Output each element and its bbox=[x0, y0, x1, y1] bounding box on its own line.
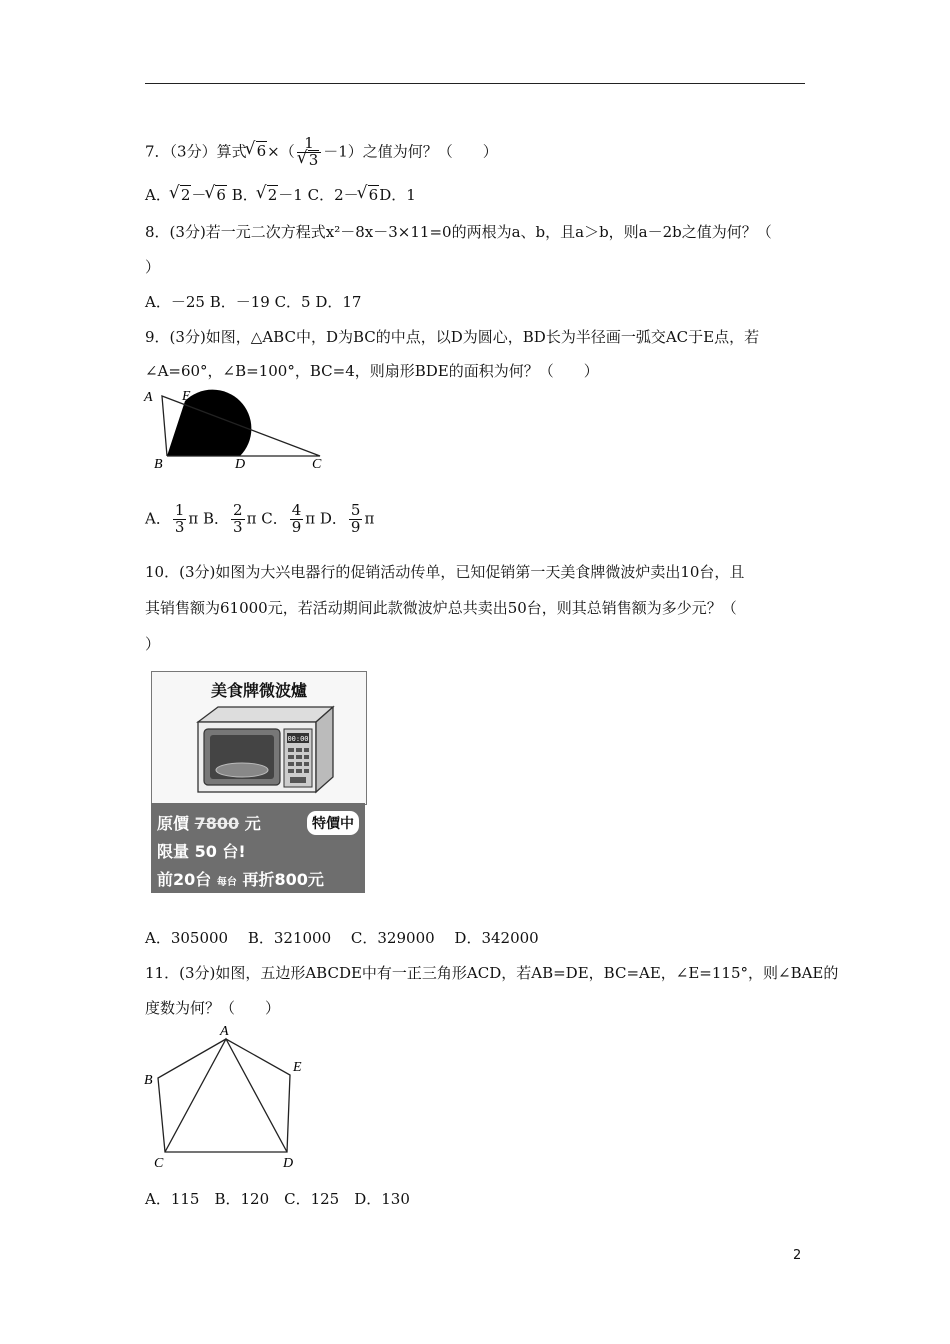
q9-frac-c: $\frac{4}{9}$ bbox=[291, 501, 302, 536]
q11-line2: 度数为何？（ ） bbox=[145, 999, 281, 1017]
q9-frac-b: $\frac{2}{3}$ bbox=[233, 501, 243, 536]
q9-pi: π bbox=[364, 509, 375, 528]
flyer-promo-b: 再折800元 bbox=[242, 870, 324, 889]
q9-line1: 9．(3分)如图，△ABC中，D为BC的中点，以D为圆心，BD长为半径画一弧交AC于E点，若 bbox=[145, 328, 760, 346]
flyer-promo-a: 前20台 bbox=[157, 870, 212, 889]
q9-label-b: B bbox=[154, 457, 163, 472]
flyer-limit: 限量 50 台! bbox=[157, 842, 246, 861]
flyer-orig-label: 原價 bbox=[157, 814, 190, 833]
q11-pentagon-abcde bbox=[158, 1039, 290, 1152]
q11-triangle-acd bbox=[165, 1039, 287, 1152]
q7-opt-b-sqrt2: √ 2 bbox=[258, 186, 279, 204]
q9-label-d: D bbox=[235, 457, 246, 472]
flyer-title: 美食牌微波爐 bbox=[210, 681, 307, 700]
flyer-bottom-panel bbox=[151, 803, 365, 893]
q9-triangle-figure bbox=[140, 384, 340, 474]
q7-fraction: 1 √ 3 bbox=[297, 136, 322, 169]
q7-stem bbox=[145, 136, 498, 169]
q7-stem-b: －1）之值为何？（ ） bbox=[323, 142, 498, 161]
q7-opt-a-label: A． bbox=[145, 186, 171, 204]
flyer-top-panel bbox=[151, 671, 367, 805]
q8-line2: ） bbox=[145, 258, 161, 276]
microwave-clock: 00:00 bbox=[287, 735, 309, 743]
q7-times: ×（ bbox=[267, 142, 295, 161]
q9-opt-b: π B． bbox=[188, 509, 230, 528]
q10-line1: 10．(3分)如图为大兴电器行的促销活动传单，已知促销第一天美食牌微波炉卖出10台，且 bbox=[145, 563, 745, 581]
flyer-sale-badge: 特價中 bbox=[307, 811, 359, 835]
q11-line1: 11．(3分)如图，五边形ABCDE中有一正三角形ACD，若AB=DE，BC=AE，∠E=115°，则∠BAE的 bbox=[145, 964, 839, 982]
q9-label-e: E bbox=[182, 389, 191, 404]
q7-opt-b-tail: －1 C．2－ bbox=[278, 186, 359, 204]
q8-line1: 8．(3分)若一元二次方程式x²－8x－3×11=0的两根为a、b，且a＞b，则a－2b之值为何？（ bbox=[145, 223, 772, 241]
q7-opt-c-sqrt6: √ 6 bbox=[359, 186, 380, 204]
q7-opt-b-label: B． bbox=[226, 186, 258, 204]
q7-sqrt6: √ 6 bbox=[247, 142, 268, 160]
q11-label-d: D bbox=[283, 1156, 294, 1170]
q9-sector-bde bbox=[167, 390, 251, 456]
q10-options: A．305000 B．321000 C．329000 D．342000 bbox=[145, 929, 539, 947]
header-rule bbox=[145, 83, 805, 84]
q7-opt-a-sqrt2: √ 2 bbox=[171, 186, 192, 204]
q9-opt-a: A． bbox=[145, 509, 171, 528]
q9-options bbox=[145, 503, 374, 536]
q9-opt-c: π C． bbox=[246, 509, 288, 528]
q7-opt-a-sqrt6: √ 6 bbox=[206, 186, 227, 204]
q11-label-c: C bbox=[154, 1156, 164, 1170]
q9-label-a: A bbox=[144, 390, 153, 405]
q10-promo-flyer bbox=[145, 665, 371, 899]
q7-options bbox=[145, 184, 416, 205]
flyer-yuan: 元 bbox=[244, 814, 261, 833]
q10-line2: 其销售额为61000元，若活动期间此款微波炉总共卖出50台，则其总销售额为多少元？（ bbox=[145, 599, 737, 617]
flyer-promo-small: 每台 bbox=[216, 877, 237, 888]
q8-options: A．－25 B．－19 C．5 D．17 bbox=[145, 293, 362, 311]
page-number: 2 bbox=[793, 1248, 802, 1263]
q9-frac-a: $\frac{1}{3}$ bbox=[174, 501, 185, 536]
microwave-icon bbox=[188, 702, 338, 800]
q11-pentagon-figure bbox=[138, 1020, 318, 1170]
q7-opt-a-minus: － bbox=[191, 186, 207, 204]
flyer-promo-row bbox=[157, 867, 324, 890]
q11-label-b: B bbox=[144, 1073, 153, 1088]
q11-options: A．115 B．120 C．125 D．130 bbox=[145, 1190, 410, 1208]
q9-opt-d: π D． bbox=[305, 509, 347, 528]
q9-label-c: C bbox=[312, 457, 322, 472]
q9-frac-d: $\frac{5}{9}$ bbox=[350, 501, 361, 536]
q7-opt-d: D．1 bbox=[379, 186, 416, 204]
flyer-orig-price: 7800 bbox=[194, 814, 240, 833]
q9-line2: ∠A=60°，∠B=100°，BC=4，则扇形BDE的面积为何？（ ） bbox=[145, 362, 599, 380]
flyer-orig-price-row bbox=[157, 811, 261, 834]
q11-label-a: A bbox=[220, 1024, 229, 1039]
q7-stem-a: 7．（3分）算式 bbox=[145, 142, 247, 161]
q11-label-e: E bbox=[293, 1060, 302, 1075]
q10-line3: ） bbox=[145, 635, 161, 653]
